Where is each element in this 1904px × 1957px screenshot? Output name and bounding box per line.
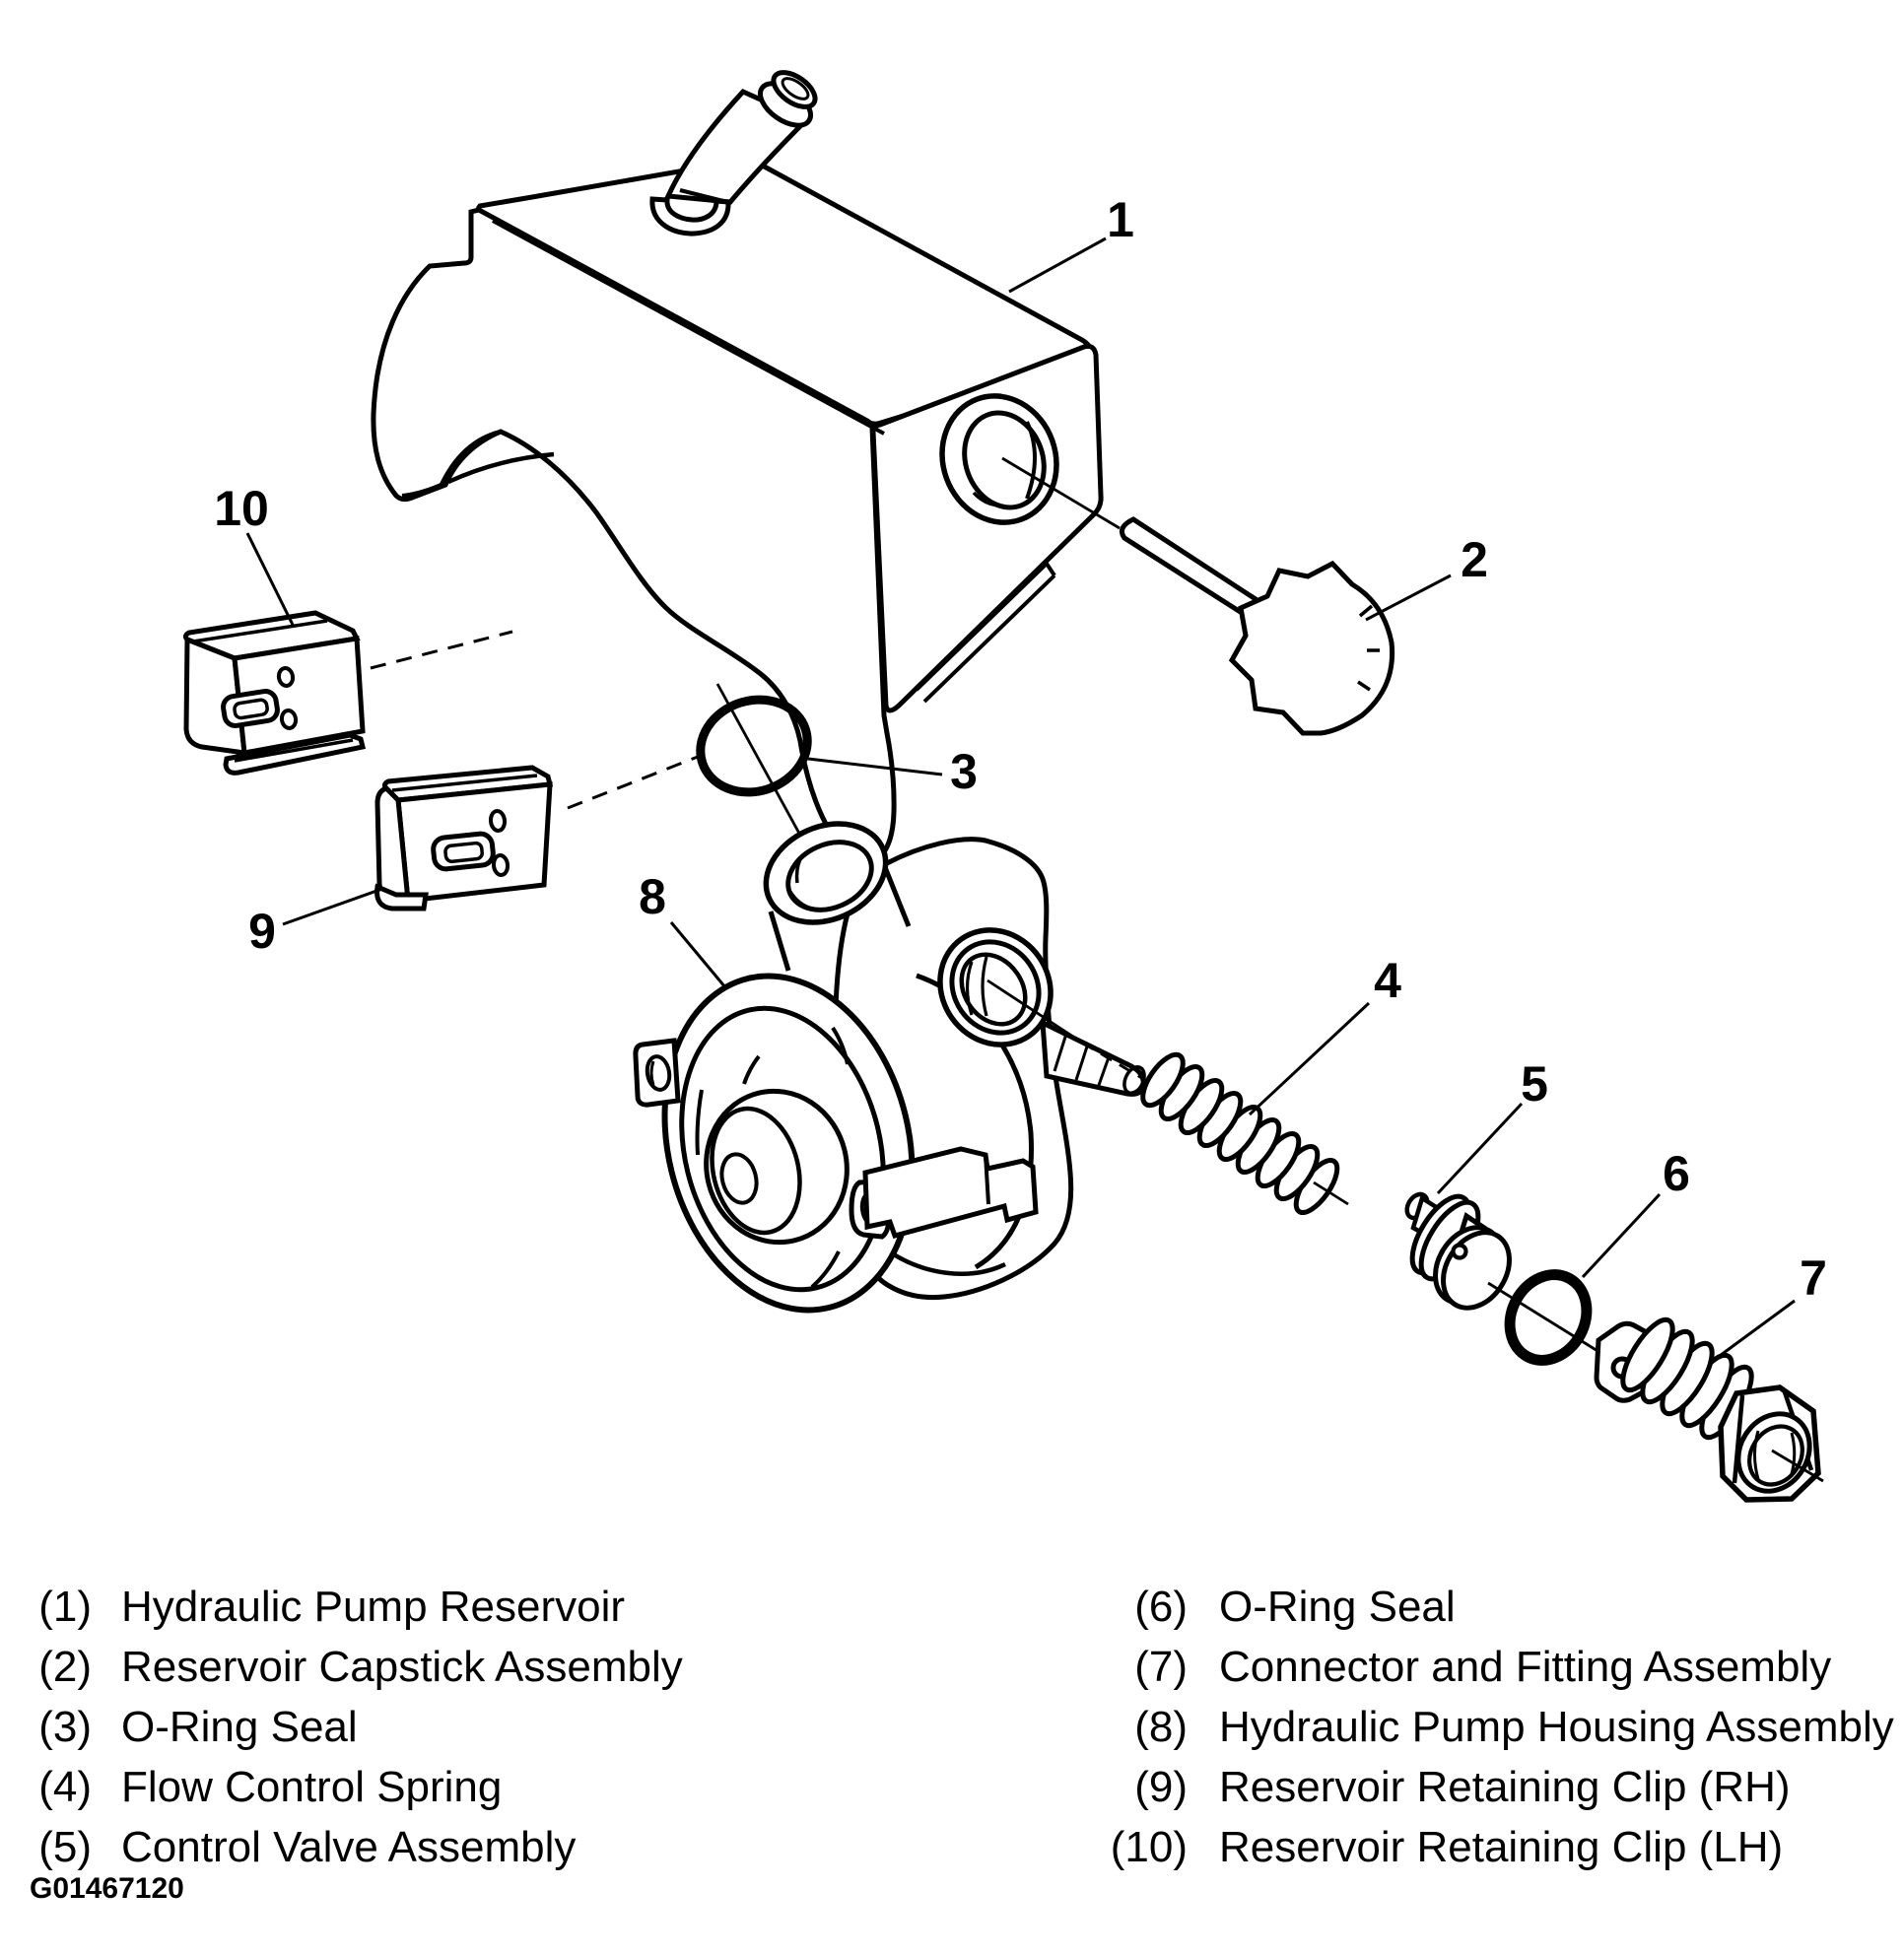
legend-num: (3) bbox=[38, 1703, 92, 1751]
callout-6: 6 bbox=[1663, 1146, 1690, 1201]
legend-label: O-Ring Seal bbox=[1219, 1583, 1456, 1631]
legend-row-7 bbox=[1109, 1645, 1831, 1690]
callout-4: 4 bbox=[1374, 953, 1401, 1008]
callout-2: 2 bbox=[1461, 532, 1488, 587]
legend-label: Control Valve Assembly bbox=[121, 1823, 577, 1871]
legend-row-5 bbox=[34, 1825, 576, 1870]
legend-label: Flow Control Spring bbox=[121, 1763, 503, 1811]
legend-row-3 bbox=[34, 1705, 358, 1750]
legend-num: (1) bbox=[38, 1583, 92, 1631]
legend-label: O-Ring Seal bbox=[121, 1703, 358, 1751]
callout-9: 9 bbox=[248, 904, 276, 959]
legend-num: (7) bbox=[1134, 1643, 1188, 1691]
legend-label: Reservoir Retaining Clip (RH) bbox=[1219, 1763, 1791, 1811]
legend-row-4 bbox=[34, 1765, 502, 1810]
legend-label: Hydraulic Pump Reservoir bbox=[121, 1583, 626, 1631]
legend-label: Connector and Fitting Assembly bbox=[1219, 1643, 1832, 1691]
legend-num: (2) bbox=[38, 1643, 92, 1691]
legend-num: (10) bbox=[1110, 1823, 1188, 1871]
legend-label: Hydraulic Pump Housing Assembly bbox=[1219, 1703, 1894, 1751]
legend-row-8 bbox=[1109, 1705, 1894, 1750]
callout-7: 7 bbox=[1800, 1250, 1827, 1306]
legend-label: Reservoir Retaining Clip (LH) bbox=[1219, 1823, 1784, 1871]
callout-1: 1 bbox=[1107, 192, 1134, 247]
figure-id: G01467120 bbox=[30, 1872, 184, 1905]
legend-num: (6) bbox=[1134, 1583, 1188, 1631]
callout-3: 3 bbox=[950, 744, 978, 799]
legend-num: (9) bbox=[1134, 1763, 1188, 1811]
legend-num: (5) bbox=[38, 1823, 92, 1871]
callout-10: 10 bbox=[214, 481, 269, 536]
legend-row-6 bbox=[1109, 1585, 1456, 1630]
legend-num: (8) bbox=[1134, 1703, 1188, 1751]
callout-5: 5 bbox=[1521, 1056, 1548, 1112]
legend-row-1 bbox=[34, 1585, 625, 1630]
legend-row-2 bbox=[34, 1645, 683, 1690]
legend-row-9 bbox=[1109, 1765, 1791, 1810]
legend-label: Reservoir Capstick Assembly bbox=[121, 1643, 683, 1691]
callout-8: 8 bbox=[639, 869, 666, 924]
legend-row-10 bbox=[1109, 1825, 1783, 1870]
legend-num: (4) bbox=[38, 1763, 92, 1811]
